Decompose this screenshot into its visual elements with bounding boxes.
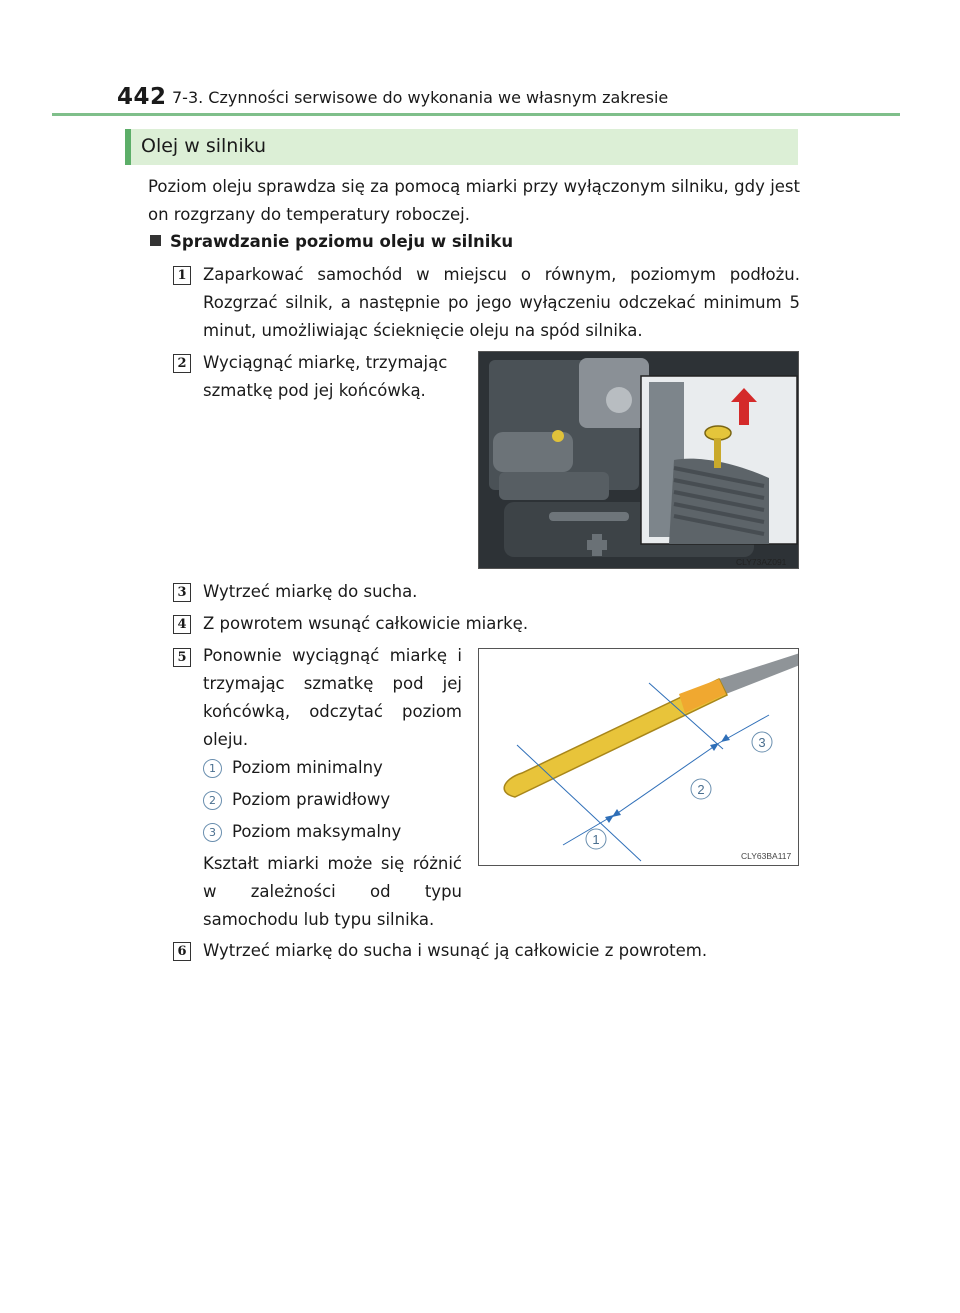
- dipstick-callout-3: 3: [758, 735, 766, 750]
- level-3-label: Poziom maksymalny: [232, 822, 402, 841]
- page-number: 442: [117, 84, 167, 110]
- step-number-5: 5: [173, 648, 191, 667]
- step-5-text: Ponownie wyciągnąć miarkę i trzymając szmatkę pod jej końcówką, odczytać poziom oleju.: [203, 646, 462, 749]
- square-bullet-icon: [150, 235, 161, 246]
- dipstick-figure-code: CLY63BA117: [741, 851, 792, 861]
- level-1-label: Poziom minimalny: [232, 758, 383, 777]
- section-title: Olej w silniku: [141, 135, 267, 157]
- section-heading-bar: [125, 129, 798, 165]
- header-rule: [52, 113, 900, 116]
- engine-bay-figure: [478, 351, 799, 569]
- step-number-1: 1: [173, 266, 191, 285]
- engine-figure-code: CLY73AZ091: [736, 557, 787, 567]
- step-2-text: Wyciągnąć miarkę, trzymając szmatkę pod jej końcówką.: [203, 353, 448, 400]
- dipstick-diagram: [479, 649, 799, 866]
- subheading-text: Sprawdzanie poziomu oleju w silniku: [170, 232, 514, 251]
- shape-note: Kształt miarki może się różnić w zależności od typu samochodu lub typu silnika.: [203, 854, 462, 929]
- level-3-marker: 3: [203, 823, 222, 842]
- step-number-4: 4: [173, 615, 191, 634]
- step-number-6: 6: [173, 942, 191, 961]
- dipstick-callout-2: 2: [697, 782, 705, 797]
- dipstick-callout-1: 1: [592, 832, 600, 847]
- subheading: [150, 232, 513, 251]
- step-4-text: Z powrotem wsunąć całkowicie miarkę.: [203, 614, 529, 633]
- step-3-text: Wytrzeć miarkę do sucha.: [203, 582, 418, 601]
- intro-paragraph: Poziom oleju sprawdza się za pomocą miarki przy wyłączonym silniku, gdy jest on rozgrzany do temperatury roboczej.: [148, 177, 800, 224]
- step-number-3: 3: [173, 583, 191, 602]
- dipstick-figure: [478, 648, 799, 866]
- step-1-text: Zaparkować samochód w miejscu o równym, poziomym podłożu. Rozgrzać silnik, a następnie po jego wyłączeniu odczekać minimum 5 minut, umożliwiając ścieknięcie oleju na spód silnika.: [203, 265, 800, 340]
- step-number-2: 2: [173, 354, 191, 373]
- running-title: 7-3. Czynności serwisowe do wykonania we własnym zakresie: [172, 88, 669, 107]
- step-6-text: Wytrzeć miarkę do sucha i wsunąć ją całkowicie z powrotem.: [203, 941, 708, 960]
- section-accent-stripe: [125, 129, 131, 165]
- level-2-label: Poziom prawidłowy: [232, 790, 391, 809]
- level-1-marker: 1: [203, 759, 222, 778]
- level-2-marker: 2: [203, 791, 222, 810]
- engine-bay-illustration: [479, 352, 799, 569]
